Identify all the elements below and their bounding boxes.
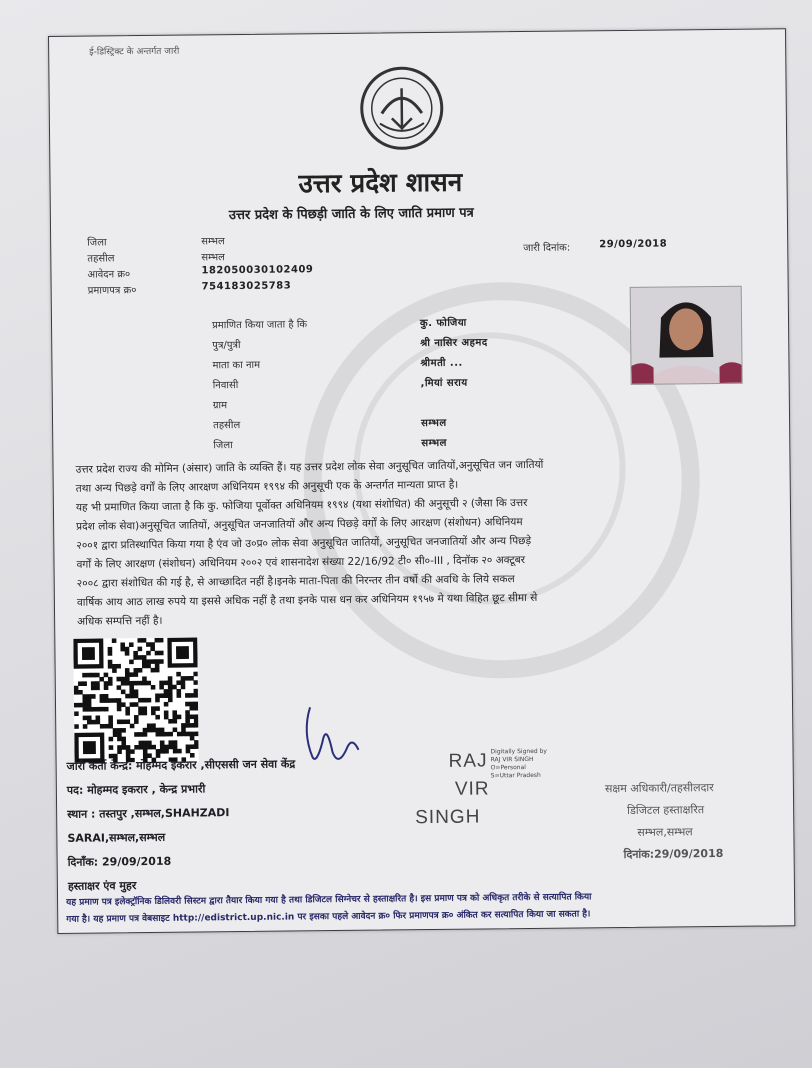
district-label: जिला	[87, 237, 107, 249]
tehsil-value: सम्भल	[201, 252, 225, 264]
handwritten-signature	[292, 702, 363, 777]
certificate-footer	[66, 887, 786, 929]
body-line: २००८ द्वारा संशोधित की गई है, से आच्छादित नहीं है।इनके माता-पिता की निरन्तर तीन वर्षो की अवधि के लिये सकल	[76, 573, 515, 590]
body-line: वार्षिक आय आठ लाख रुपये या इससे अधिक नहीं है तथा इनके पास धन कर अधिनियम १९५७ मे यथा विहित छूट सीमा से	[76, 591, 538, 609]
page-title: उत्तर प्रदेश शासन	[298, 167, 463, 200]
certificate-number: 754183025783	[201, 280, 292, 293]
application-number: 182050030102409	[201, 264, 314, 277]
detail-label-resident: निवासी	[212, 380, 239, 392]
issue-place-line2: SARAI,सम्भल,सम्भल	[67, 830, 166, 845]
body-line: यह भी प्रमाणित किया जाता है कि कु. फोजिया पूर्वोक्त अधिनियम १९९४ (यथा संशोधित) की अनुसूची २ (जैसा कि उत्तर	[75, 497, 528, 514]
body-line: २००१ द्वारा प्रतिस्थापित किया गया है एंव जो उ०प्र० लोक सेवा अनुसूचित जातियों, अनुसूचित जनजातियों और अन्य पिछड़े	[76, 534, 532, 552]
authority-signed: डिजिटल हस्ताक्षरित	[627, 803, 705, 817]
detail-label-son-daughter: पुत्र/पुत्री	[212, 340, 241, 352]
certificate-paper	[48, 28, 795, 934]
issue-date-label: जारी दिनांक:	[523, 242, 571, 255]
detail-value-district: सम्भल	[421, 437, 447, 450]
body-line: तथा अन्य पिछड़े वर्गों के लिए आरक्षण अधिनियम १९९४ की अनुसूची एक के अन्तर्गत मान्यता प्राप्त है।	[75, 478, 459, 495]
applicant-photo	[630, 286, 743, 385]
detail-value-resident: ,मियां सराय	[420, 377, 468, 390]
footer-line: यह प्रमाण पत्र इलेक्ट्रॉनिक डिलिवरी सिस्टम द्वारा तैयार किया गया है तथा डिजिटल सिग्नेचर से हस्ताक्षरित है। इस प्रमाण पत्र को अधिकृत तरीके से सत्यापित किया	[66, 892, 592, 908]
district-value: सम्भल	[201, 236, 225, 248]
digital-signature-name-3: SINGH	[415, 806, 481, 829]
up-emblem-icon	[351, 63, 452, 154]
header-note: ई-डिस्ट्रिक्ट के अन्तर्गत जारी	[89, 46, 180, 58]
detail-label-mother: माता का नाम	[212, 359, 261, 372]
digital-signature-line: Digitally Signed by	[490, 747, 547, 756]
detail-label-district: जिला	[213, 440, 233, 452]
certificate-subtitle: उत्तर प्रदेश के पिछड़ी जाति के लिए जाति प्रमाण पत्र	[228, 205, 474, 224]
detail-label-village: ग्राम	[212, 400, 228, 412]
digital-signature-name-2: VIR	[454, 778, 490, 800]
issuer-post: पद: मोहम्मद इकरार , केन्द्र प्रभारी	[66, 782, 206, 797]
detail-label-tehsil: तहसील	[213, 420, 241, 432]
certificate-body	[75, 453, 777, 631]
qr-code	[73, 637, 198, 762]
detail-value-mother: श्रीमती ...	[420, 357, 463, 370]
authority-title: सक्षम अधिकारी/तहसीलदार	[604, 781, 714, 796]
digital-signature-line: RAJ VIR SINGH	[490, 755, 534, 764]
detail-value-father: श्री नासिर अहमद	[420, 337, 488, 350]
detail-value-tehsil: सम्भल	[421, 417, 447, 430]
digital-signature-details	[490, 748, 547, 781]
tehsil-label: तहसील	[87, 253, 115, 265]
issue-place-line1: स्थान : तस्तपुर ,सम्भल,SHAHZADI	[67, 806, 230, 821]
detail-value-name: कु. फोजिया	[419, 317, 467, 330]
certificate-label: प्रमाणपत्र क्र०	[87, 285, 137, 297]
application-label: आवेदन क्र०	[87, 269, 131, 281]
authority-place: सम्भल,सम्भल	[637, 825, 693, 839]
body-line: उत्तर प्रदेश राज्य की मोमिन (अंसार) जाति के व्यक्ति हैं। यह उत्तर प्रदेश लोक सेवा अनुसूचित जातियों,अनुसूचित जन जातियों	[75, 458, 544, 476]
body-line: वर्गों के लिए आरक्षण (संशोधन) अधिनियम २००२ एवं शासनादेश संख्या 22/16/92 टी० सी०-III , दिनॉक २० अक्टूबर	[76, 554, 526, 571]
issue-date-value: 29/09/2018	[599, 238, 668, 251]
seal-label: हस्ताक्षर एंव मुहर	[67, 879, 137, 893]
detail-label-certified: प्रमाणित किया जाता है कि	[211, 319, 308, 332]
authority-date: दिनांक:29/09/2018	[623, 846, 724, 862]
digital-signature-line: S=Uttar Pradesh	[490, 771, 541, 780]
body-line: अधिक सम्पत्ति नहीं है।	[77, 614, 163, 628]
issuer-centre: जारी कर्ता केन्द्र: मोहम्मद इकरार ,सीएससी जन सेवा केंद्र	[66, 757, 296, 773]
footer-line: गया है। यह प्रमाण पत्र वेबसाइट http://edistrict.up.nic.in पर इसका पहले आवेदन क्र० फिर प्रमाणपत्र क्र० अंकित कर सत्यापित किया जा सकता है।	[66, 909, 591, 925]
issuer-date: दिनाँक: 29/09/2018	[67, 854, 172, 869]
digital-signature-name-1: RAJ	[448, 750, 488, 772]
body-line: प्रदेश लोक सेवा)अनुसूचित जातियों, अनुसूचित जनजातियों और अन्य पिछड़े वर्गों के लिए आरक्षण (संशोधन) अधिनियम	[76, 516, 523, 533]
digital-signature-line: O=Personal	[490, 764, 526, 772]
